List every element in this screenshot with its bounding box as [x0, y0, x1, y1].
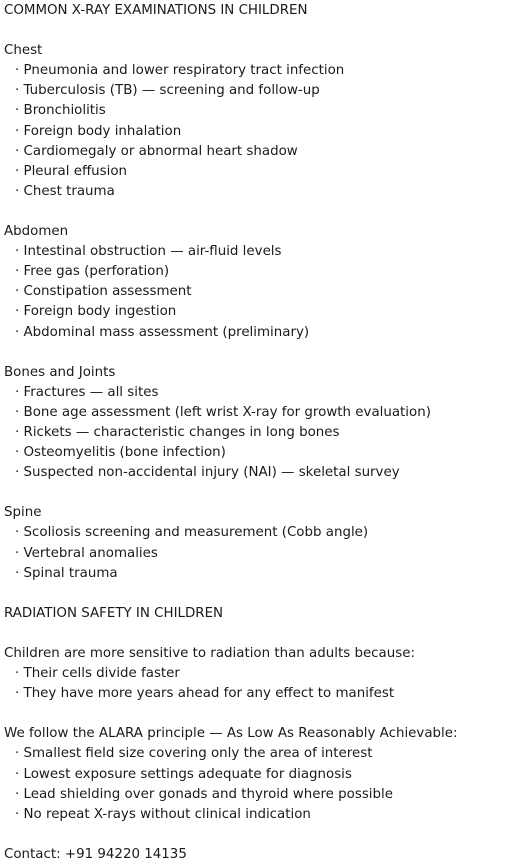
list-item: · Foreign body ingestion	[15, 304, 177, 320]
safety-heading: RADIATION SAFETY IN CHILDREN	[4, 605, 224, 621]
list-item: · Osteomyelitis (bone infection)	[15, 445, 226, 461]
spacer	[4, 704, 514, 724]
spacer	[4, 483, 514, 503]
examinations-heading: COMMON X-RAY EXAMINATIONS IN CHILDREN	[4, 3, 308, 18]
list-item: · Cardiomegaly or abnormal heart shadow	[15, 143, 298, 159]
list-item: · Scoliosis screening and measurement (Cobb angle)	[15, 525, 369, 541]
list-item: · Rickets — characteristic changes in long bones	[15, 424, 340, 440]
alara-intro: We follow the ALARA principle — As Low As Reasonably Achievable:	[4, 726, 458, 742]
list-item: · Suspected non-accidental injury (NAI) — skeletal survey	[15, 465, 400, 481]
chest-section	[4, 41, 514, 202]
sensitivity-intro: Children are more sensitive to radiation than adults because:	[4, 646, 415, 661]
spine-section	[4, 503, 514, 583]
list-item: · Pleural effusion	[15, 163, 128, 179]
list-item: · Lowest exposure settings adequate for diagnosis	[15, 766, 352, 782]
list-item: · Free gas (perforation)	[15, 264, 170, 280]
chest-title: Chest	[4, 43, 43, 59]
spine-title: Spine	[4, 505, 42, 521]
spacer	[4, 624, 514, 644]
list-item: · Abdominal mass assessment (preliminary)	[15, 324, 310, 340]
list-item: · They have more years ahead for any effect to manifest	[15, 686, 395, 702]
list-item: · Lead shielding over gonads and thyroid where possible	[15, 786, 393, 802]
list-item: · Their cells divide faster	[15, 666, 180, 682]
contact-line: Contact: +91 94220 14135	[4, 846, 187, 862]
list-item: · Smallest field size covering only the area of interest	[15, 746, 373, 762]
list-item: · Vertebral anomalies	[15, 545, 158, 561]
bones-section	[4, 363, 514, 484]
list-item: · Tuberculosis (TB) — screening and follow-up	[15, 83, 320, 99]
bones-title: Bones and Joints	[4, 364, 116, 380]
spacer	[4, 21, 514, 41]
spacer	[4, 202, 514, 222]
list-item: · Foreign body inhalation	[15, 123, 182, 139]
spacer	[4, 343, 514, 363]
list-item: · Bronchiolitis	[15, 103, 106, 119]
list-item: · Constipation assessment	[15, 284, 192, 300]
spacer	[4, 825, 514, 845]
spacer	[4, 584, 514, 604]
list-item: · Spinal trauma	[15, 565, 118, 581]
list-item: · Chest trauma	[15, 183, 115, 199]
alara-section	[4, 724, 514, 824]
list-item: · Fractures — all sites	[15, 384, 159, 400]
abdomen-section	[4, 222, 514, 343]
list-item: · No repeat X-rays without clinical indication	[15, 806, 311, 822]
document	[4, 1, 514, 865]
list-item: · Pneumonia and lower respiratory tract infection	[15, 63, 345, 79]
sensitivity-section	[4, 644, 514, 704]
list-item: · Intestinal obstruction — air-fluid levels	[15, 244, 282, 260]
abdomen-title: Abdomen	[4, 224, 69, 240]
list-item: · Bone age assessment (left wrist X-ray for growth evaluation)	[15, 404, 431, 420]
